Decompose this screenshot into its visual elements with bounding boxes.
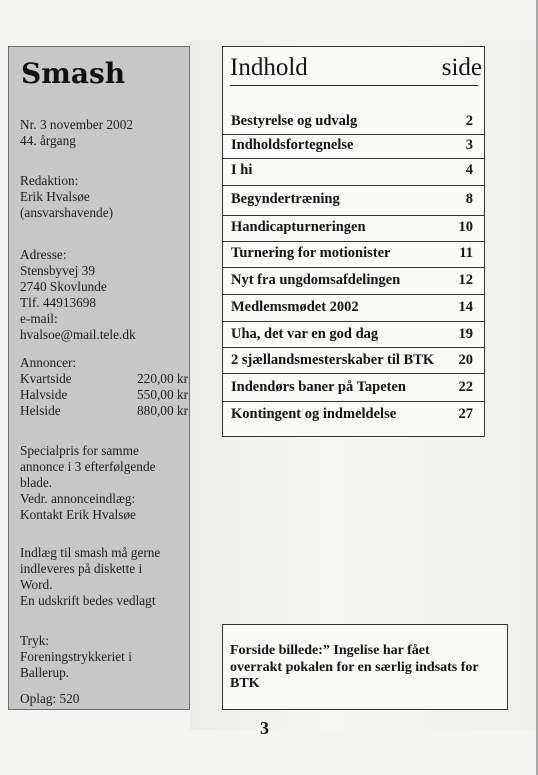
price-value: 550,00 kr (137, 387, 188, 402)
address-email-label: e-mail: (20, 311, 58, 326)
price-label: Halvside (20, 387, 68, 402)
price-row (20, 387, 188, 403)
divider (223, 215, 485, 216)
editor-role: (ansvarshavende) (20, 205, 114, 220)
toc-entry-title: Turnering for motionister (231, 245, 391, 261)
caption-line: Forside billede:” Ingelise har fået (230, 643, 430, 658)
price-value: 220,00 kr (137, 371, 188, 386)
toc-entry[interactable] (231, 326, 473, 346)
toc-page-label: side (441, 54, 482, 81)
toc-entry[interactable] (231, 245, 473, 265)
price-row (20, 371, 188, 387)
toc-entry-page: 12 (458, 272, 473, 288)
text-line: En udskrift bedes vedlagt (20, 593, 156, 608)
text-line: Indlæg til smash må gerne (20, 545, 161, 560)
divider (223, 241, 485, 242)
toc-entry-page: 19 (458, 326, 473, 342)
text-line: Kontakt Erik Hvalsøe (20, 507, 136, 522)
toc-entry[interactable] (231, 406, 473, 426)
price-value: 880,00 kr (137, 403, 188, 418)
toc-entry-title: Uha, det var en god dag (231, 326, 379, 342)
toc-entry-title: Bestyrelse og udvalg (231, 113, 358, 129)
divider (223, 373, 485, 374)
text-line: Specialpris for samme (20, 443, 139, 458)
toc-entry-page: 27 (458, 406, 473, 422)
print-info (20, 633, 132, 681)
cover-caption-box (222, 624, 508, 710)
toc-title: Indhold (230, 54, 308, 81)
editor-name: Erik Hvalsøe (20, 189, 90, 204)
cover-caption (230, 643, 506, 693)
ad-special-offer (20, 443, 156, 523)
toc-entry[interactable] (231, 299, 473, 319)
toc-entry-title: Nyt fra ungdomsafdelingen (231, 272, 401, 288)
divider (223, 134, 485, 135)
text-line: indleveres på diskette i (20, 561, 143, 576)
table-of-contents (222, 46, 485, 437)
toc-entry-page: 4 (465, 162, 473, 178)
toc-entry-page: 10 (458, 219, 473, 235)
toc-entry[interactable] (231, 352, 473, 372)
toc-entry-page: 2 (465, 113, 473, 129)
toc-entry-title: Medlemsmødet 2002 (231, 299, 359, 315)
address-info (20, 247, 136, 343)
toc-entry-page: 8 (465, 191, 473, 207)
issue-info (20, 117, 133, 149)
page-number: 3 (260, 718, 269, 738)
toc-entry-page: 20 (458, 352, 473, 368)
print-heading: Tryk: (20, 633, 50, 648)
divider (223, 267, 485, 268)
price-label: Helside (20, 403, 61, 418)
toc-entry-title: Kontingent og indmeldelse (231, 406, 397, 422)
ads-heading: Annoncer: (20, 355, 77, 370)
issue-number: Nr. 3 november 2002 (20, 117, 134, 132)
toc-entry-title: Begyndertræning (231, 191, 340, 207)
toc-entry[interactable] (231, 272, 473, 292)
masthead-logo: Smash (21, 57, 126, 90)
toc-entry-title: Indendørs baner på Tapeten (231, 379, 406, 395)
divider (223, 158, 485, 159)
address-street: Stensbyvej 39 (20, 263, 95, 278)
circulation: Oplag: 520 (20, 691, 80, 706)
address-city: 2740 Skovlunde (20, 279, 107, 294)
toc-entry-title: Indholdsfortegnelse (231, 137, 354, 153)
toc-entry-page: 14 (458, 299, 473, 315)
toc-entry-page: 11 (459, 245, 473, 261)
submission-info (20, 545, 160, 609)
toc-entry-title: 2 sjællandsmesterskaber til BTK (231, 352, 435, 368)
text-line: Word. (20, 577, 53, 592)
divider (223, 401, 485, 402)
price-row (20, 403, 188, 419)
text-line: blade. (20, 475, 53, 490)
text-line: Ballerup. (20, 665, 70, 680)
masthead-column (8, 46, 190, 710)
caption-line: overrakt pokalen for en særlig indsats for (230, 659, 479, 675)
address-phone: Tlf. 44913698 (20, 295, 97, 310)
divider (223, 347, 485, 348)
toc-entry[interactable] (231, 137, 473, 157)
caption-line: BTK (230, 676, 260, 691)
divider (223, 294, 485, 295)
text-line: Foreningstrykkeriet i (20, 649, 132, 664)
divider (223, 185, 485, 186)
ad-prices (20, 355, 188, 419)
toc-entry-title: Handicapturneringen (231, 219, 366, 235)
price-label: Kvartside (20, 371, 72, 386)
toc-entry[interactable] (231, 191, 473, 211)
toc-entry[interactable] (231, 379, 473, 399)
toc-entry-page: 3 (465, 137, 473, 153)
text-line: annonce i 3 efterfølgende (20, 459, 156, 474)
toc-entry-page: 22 (458, 379, 473, 395)
address-email: hvalsoe@mail.tele.dk (20, 327, 136, 342)
toc-entry[interactable] (231, 219, 473, 239)
editorial-info (20, 173, 113, 221)
toc-entry[interactable] (231, 162, 473, 182)
address-heading: Adresse: (20, 247, 67, 262)
issue-volume: 44. årgang (20, 133, 76, 148)
divider (223, 321, 485, 322)
toc-entry-title: I hi (231, 162, 253, 178)
editorial-heading: Redaktion: (20, 173, 79, 188)
text-line: Vedr. annonceindlæg: (20, 491, 136, 506)
toc-header (230, 51, 482, 86)
toc-entry[interactable] (231, 113, 473, 133)
